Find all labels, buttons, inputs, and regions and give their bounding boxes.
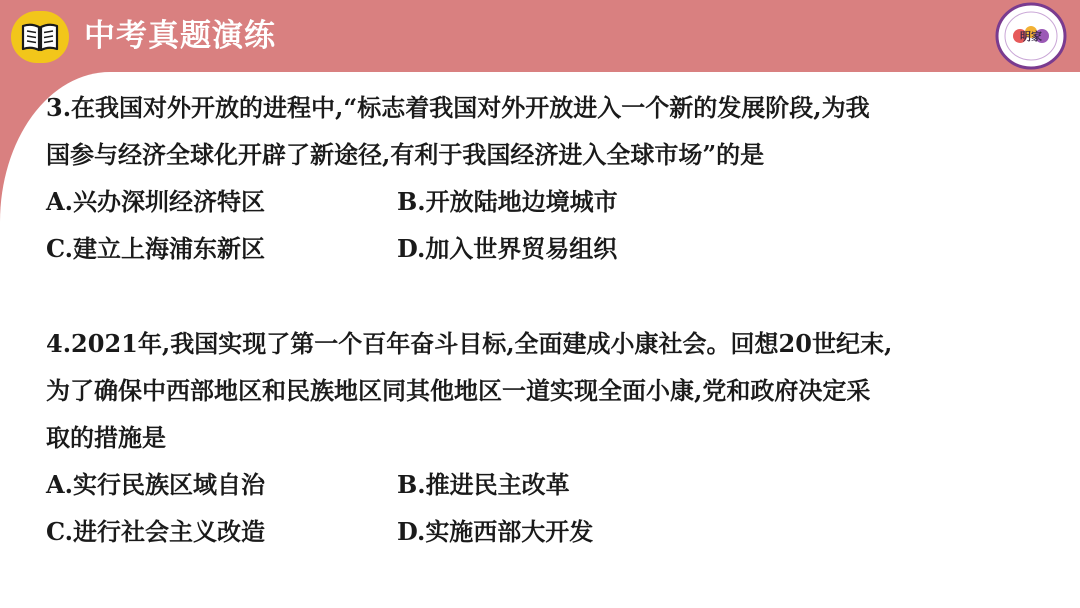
question-stem-line: 3.在我国对外开放的进程中,“标志着我国对外开放进入一个新的发展阶段,为我 (46, 93, 870, 122)
option-d[interactable]: D.实施西部大开发 (397, 517, 594, 546)
question-stem-line: 取的措施是 (46, 423, 166, 452)
option-a[interactable]: A.实行民族区域自治 (46, 470, 265, 499)
question-stem-line: 4.2021年,我国实现了第一个百年奋斗目标,全面建成小康社会。回想20世纪末, (46, 329, 893, 358)
book-badge (11, 11, 69, 63)
open-book-icon (20, 20, 60, 54)
option-a[interactable]: A.兴办深圳经济特区 (46, 187, 265, 216)
option-b[interactable]: B.开放陆地边境城市 (397, 187, 618, 216)
answer-options (46, 461, 1056, 555)
question-stem-line: 国参与经济全球化开辟了新途径,有利于我国经济进入全球市场”的是 (46, 140, 765, 169)
question-stem (46, 84, 1056, 178)
question-stem-line: 为了确保中西部地区和民族地区同其他地区一道实现全面小康,党和政府决定采 (46, 376, 871, 405)
logo-text: 明家 (1020, 30, 1042, 43)
option-d[interactable]: D.加入世界贸易组织 (397, 234, 618, 263)
option-b[interactable]: B.推进民主改革 (397, 470, 570, 499)
question-4 (46, 320, 1056, 555)
question-stem (46, 320, 1056, 461)
answer-options (46, 178, 1056, 272)
question-3 (46, 84, 1056, 272)
option-c[interactable]: C.进行社会主义改造 (46, 517, 266, 546)
school-logo (995, 2, 1067, 70)
option-c[interactable]: C.建立上海浦东新区 (46, 234, 266, 263)
section-title: 中考真题演练 (84, 18, 276, 54)
